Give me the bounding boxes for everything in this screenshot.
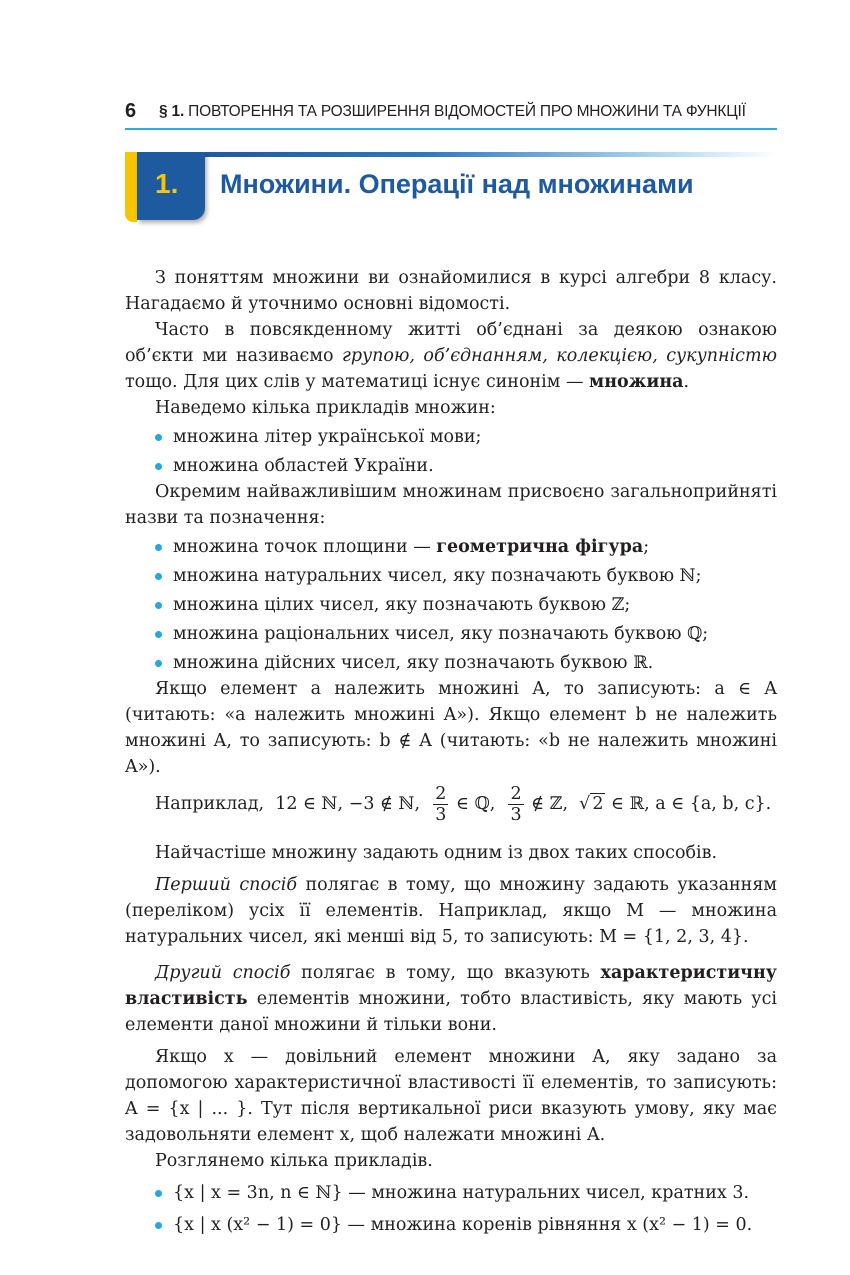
chapter-title: Множини. Операції над множинами — [220, 169, 694, 199]
section-title — [159, 103, 746, 121]
page-body — [125, 265, 777, 1238]
list-item: множина точок площини — геометрична фігура; — [125, 534, 777, 560]
paragraph-synonyms: Часто в повсякденному житті об’єднані за деякою ознакою об’єкти ми називаємо групою, об’єднанням, колекцією, сукупністю тощо. Для цих слів у математиці існує синонім — множина. — [125, 320, 777, 392]
fraction: $\frac{2}{3}$ — [435, 784, 447, 825]
paragraph-second-way: Другий спосіб полягає в тому, що вказують характеристичну властивість елементів множини, тобто властивість, яку мають усі елементи даної множини й тільки вони. — [125, 963, 777, 1035]
section-label: § 1. — [159, 103, 185, 120]
bullet-icon — [155, 1222, 162, 1229]
paragraph-membership: Якщо елемент a належить множині A, то записують: a ∈ A (читають: «a належить множині A»). Якщо елемент b не належить множині A, то записують: b ∉ A (читають: «b не належить множині A»). — [125, 679, 777, 777]
example-formula-line: Наприклад, 12 ∈ ℕ, −3 ∉ ℕ, $\frac{2}{3}$ ∈ ℚ, $\frac{2}{3}$ ∉ ℤ, √ 2 ∈ ℝ, a ∈ {a, b, c}. — [155, 784, 772, 825]
paragraph-consider: Розглянемо кілька прикладів. — [155, 1151, 433, 1171]
paragraph-examples-lead: Наведемо кілька прикладів множин: — [155, 398, 496, 418]
examples-list — [125, 424, 777, 479]
paragraph-notations-lead: Окремим найважливішим множинам присвоєно загальноприйняті назви та позначення: — [125, 482, 777, 528]
list-item: множина натуральних чисел, яку позначають буквою ℕ; — [125, 563, 777, 589]
paragraph-ways: Найчастіше множину задають одним із двох таких способів. — [155, 843, 718, 863]
heading-yellow-bar — [125, 152, 137, 222]
list-item: множина раціональних чисел, яку позначають буквою ℚ; — [125, 621, 777, 647]
list-item: множина областей України. — [125, 453, 777, 479]
page-number: 6 — [125, 100, 137, 122]
list-item: множина літер української мови; — [125, 424, 777, 450]
chapter-heading — [125, 152, 777, 222]
bullet-icon — [155, 573, 162, 580]
chapter-number-box — [137, 152, 205, 220]
fraction: $\frac{2}{3}$ — [510, 784, 522, 825]
bullet-icon — [155, 544, 162, 551]
list-item: {x | x = 3n, n ∈ ℕ} — множина натуральних чисел, кратних 3. — [125, 1180, 777, 1206]
heading-gradient-bar — [135, 152, 777, 157]
bullet-icon — [155, 631, 162, 638]
sqrt-expression: √ 2 — [579, 794, 604, 814]
paragraph-characteristic: Якщо x — довільний елемент множини A, яку задано за допомогою характеристичної властивості її елементів, то записують: A = {x | ... }. Тут після вертикальної риси вказують умову, яку має задовольняти елемент x, щоб належати множині A. — [125, 1047, 777, 1145]
list-item: множина цілих чисел, яку позначають буквою ℤ; — [125, 592, 777, 618]
set-examples-list — [125, 1180, 777, 1238]
paragraph-first-way: Перший спосіб полягає в тому, що множину задають указанням (переліком) усіх її елементів. Наприклад, якщо M — множина натуральних чисел, які менші від 5, то записують: M = {1, 2, 3, 4}. — [125, 875, 777, 947]
paragraph-intro: З поняттям множини ви ознайомилися в курсі алгебри 8 класу. Нагадаємо й уточнимо основні відомості. — [125, 268, 777, 314]
list-item: {x | x (x² − 1) = 0} — множина коренів рівняння x (x² − 1) = 0. — [125, 1212, 777, 1238]
header-rule — [125, 128, 777, 130]
bullet-icon — [155, 602, 162, 609]
chapter-number: 1. — [155, 168, 179, 199]
bullet-icon — [155, 434, 162, 441]
bullet-icon — [155, 1190, 162, 1197]
bullet-icon — [155, 660, 162, 667]
bullet-icon — [155, 463, 162, 470]
list-item: множина дійсних чисел, яку позначають буквою ℝ. — [125, 650, 777, 676]
notations-list — [125, 534, 777, 676]
section-title-text: ПОВТОРЕННЯ ТА РОЗШИРЕННЯ ВІДОМОСТЕЙ ПРО МНОЖИНИ ТА ФУНКЦІЇ — [188, 103, 746, 120]
page-header — [125, 98, 777, 128]
